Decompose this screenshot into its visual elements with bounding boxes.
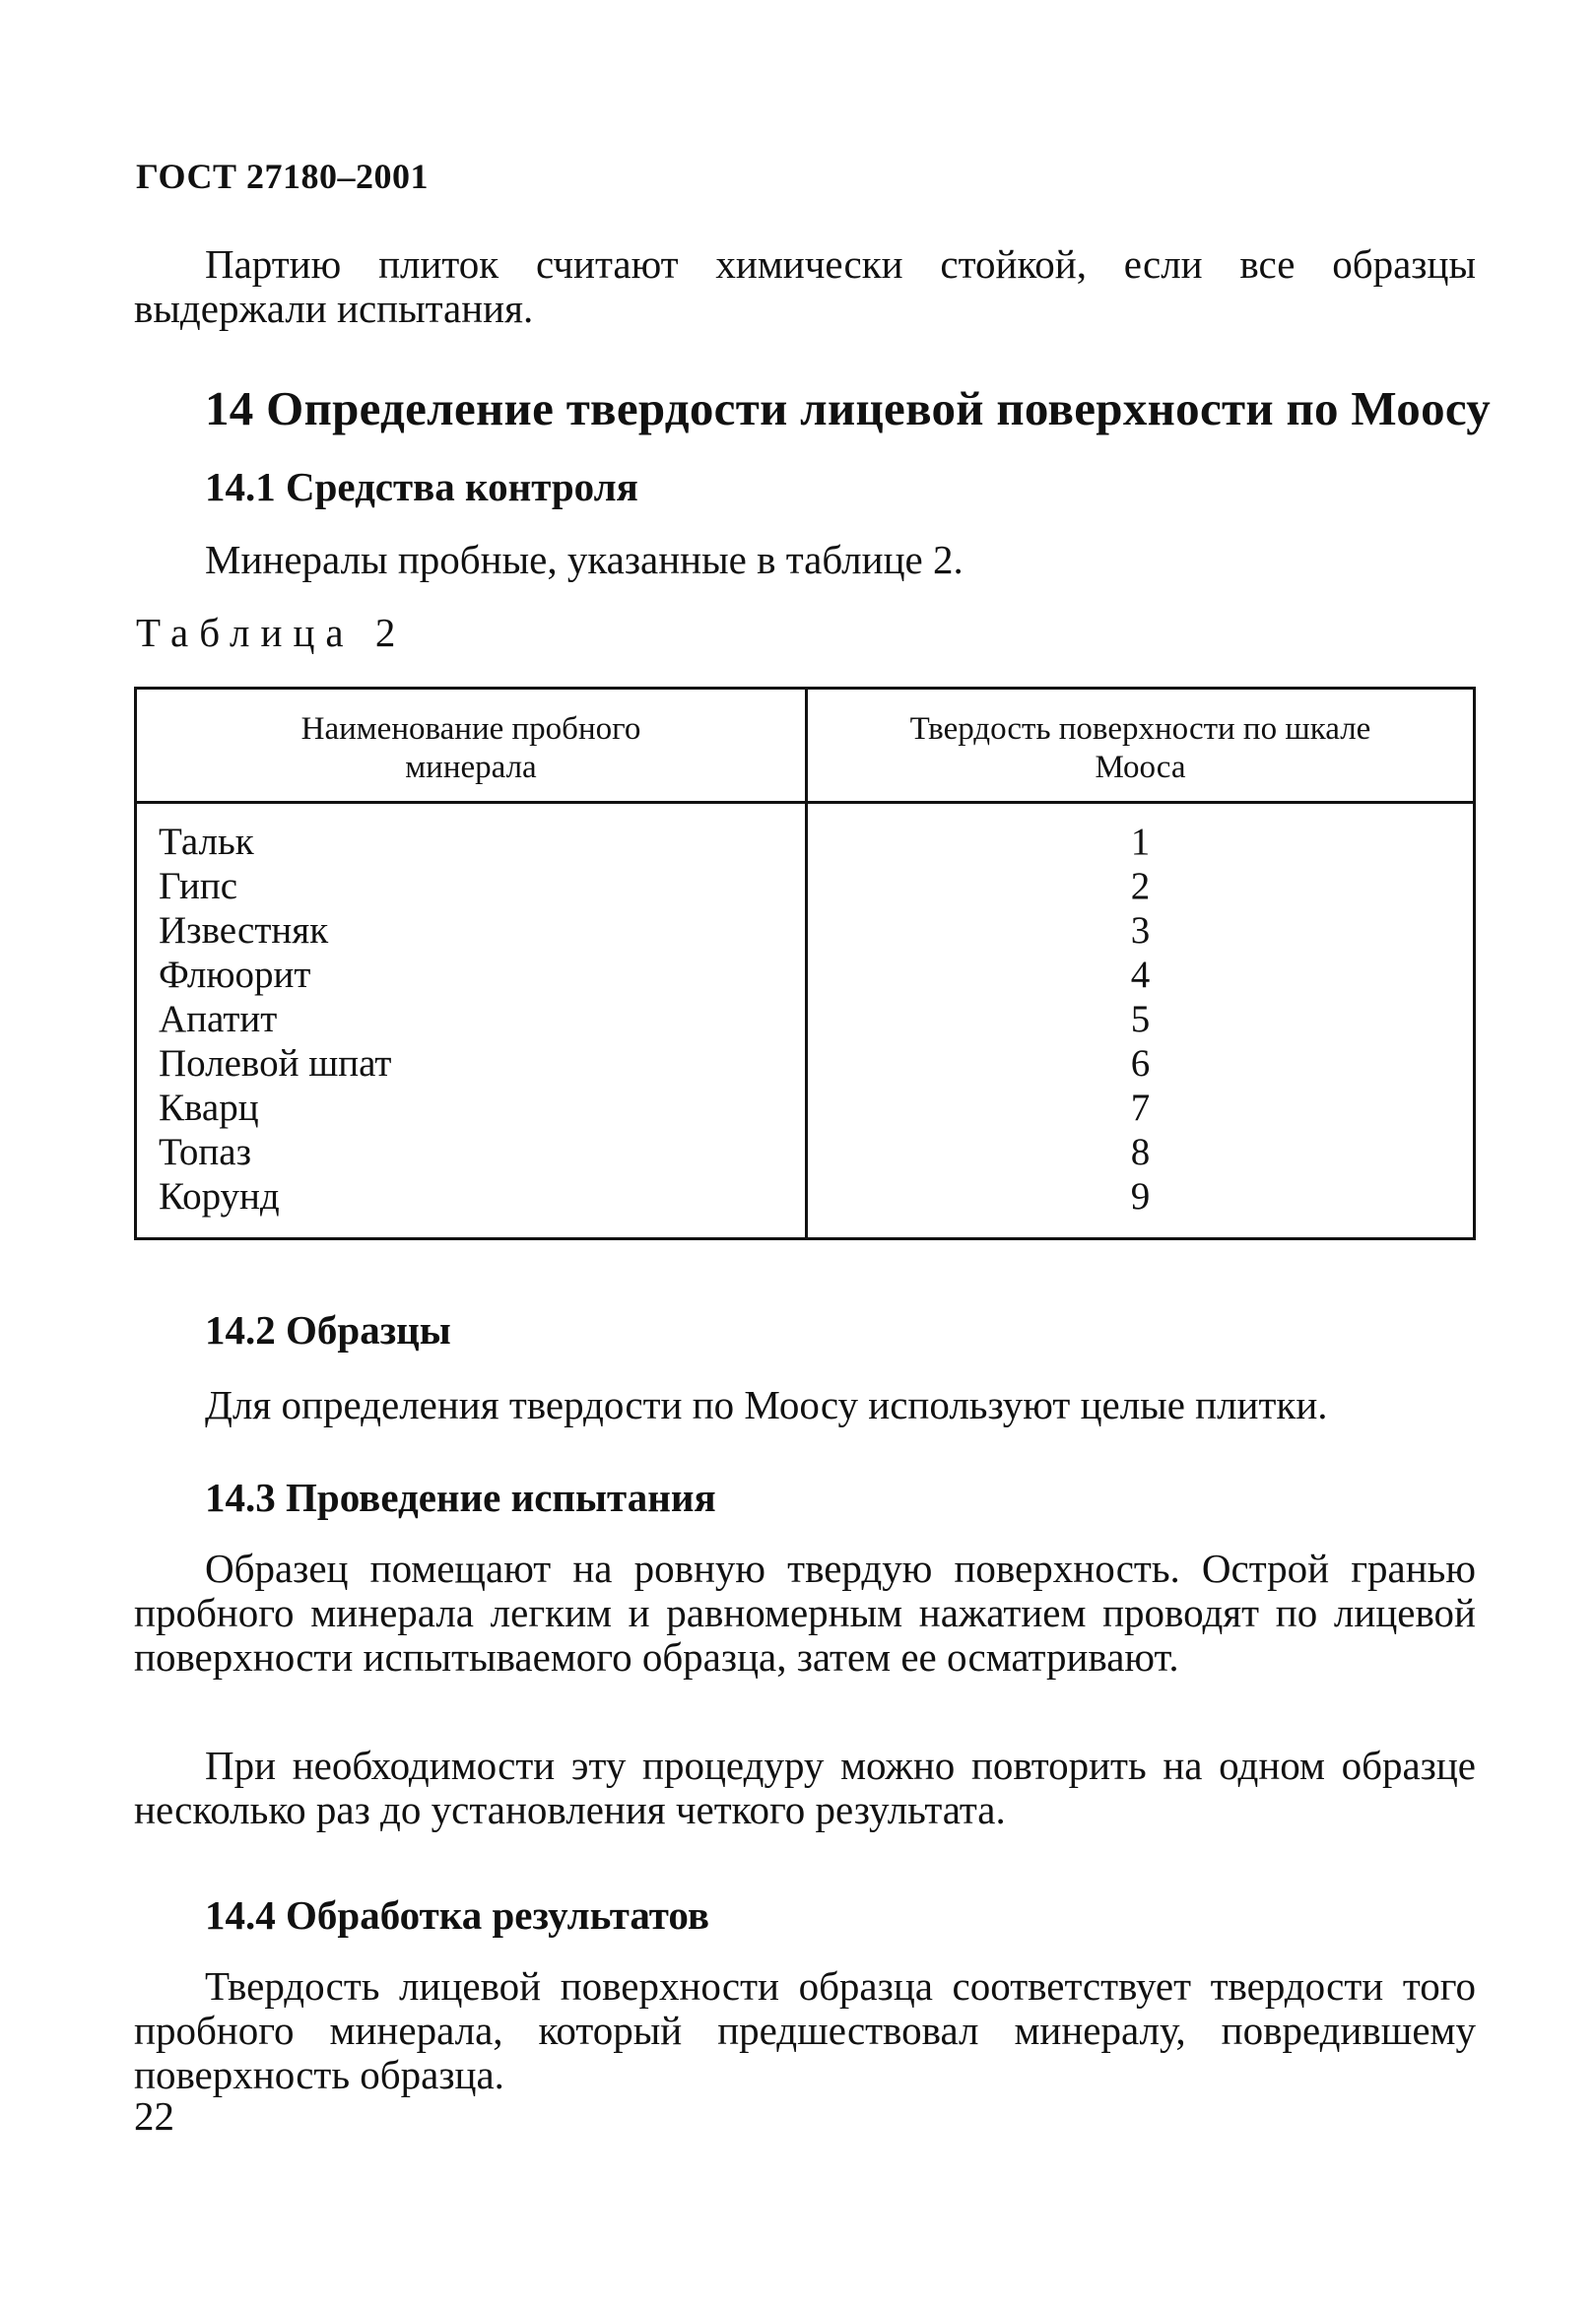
minerals-table bbox=[134, 687, 1476, 1240]
hardness-value: 6 bbox=[1130, 1042, 1151, 1085]
hardness-value: 3 bbox=[1130, 909, 1151, 952]
table-row bbox=[137, 1041, 1473, 1086]
section-14-2-title: 14.2 Образцы bbox=[205, 1307, 451, 1353]
table-row bbox=[137, 908, 1473, 953]
section-14-3-title: 14.3 Проведение испытания bbox=[205, 1475, 716, 1520]
page-number: 22 bbox=[134, 2093, 174, 2139]
hardness-value: 4 bbox=[1130, 954, 1151, 996]
table-row bbox=[137, 997, 1473, 1041]
mineral-name: Известняк bbox=[159, 909, 329, 952]
hardness-value: 9 bbox=[1130, 1175, 1151, 1218]
section-14-3-paragraph-2: При необходимости эту процедуру можно повторить на одном образце несколько раз до установления четкого результата. bbox=[134, 1743, 1476, 1832]
mineral-name: Кварц bbox=[159, 1087, 259, 1129]
hardness-value: 5 bbox=[1130, 998, 1151, 1040]
table-row bbox=[137, 1130, 1473, 1174]
table-row bbox=[137, 820, 1473, 864]
mineral-name: Тальк bbox=[159, 821, 254, 863]
section-14-3-paragraph-1: Образец помещают на ровную твердую поверхность. Острой гранью пробного минерала легким и равномерным нажатием проводят по лицевой поверхности испытываемого образца, затем ее осматривают. bbox=[134, 1546, 1476, 1680]
document-code: ГОСТ 27180–2001 bbox=[136, 157, 429, 196]
hardness-value: 8 bbox=[1130, 1131, 1151, 1173]
section-14-1-title: 14.1 Средства контроля bbox=[205, 464, 638, 509]
mineral-name: Апатит bbox=[159, 998, 278, 1040]
table-header-mineral: Наименование пробного минерала bbox=[300, 711, 641, 785]
table-row bbox=[137, 1086, 1473, 1130]
table-caption: Таблица 2 bbox=[136, 610, 407, 655]
table-row bbox=[137, 864, 1473, 908]
section-14-4-title: 14.4 Обработка результатов bbox=[205, 1892, 710, 1938]
table-header-divider bbox=[137, 801, 1473, 804]
section-14-1-text: Минералы пробные, указанные в таблице 2. bbox=[205, 537, 964, 582]
intro-paragraph: Партию плиток считают химически стойкой, если все образцы выдержали испытания. bbox=[134, 241, 1476, 331]
mineral-name: Полевой шпат bbox=[159, 1042, 392, 1085]
section-14-4-paragraph: Твердость лицевой поверхности образца соответствует твердости того пробного минерала, который предшествовал минералу, повредившему поверхность образца. bbox=[134, 1963, 1476, 2097]
table-body bbox=[137, 820, 1473, 1219]
table-row bbox=[137, 1174, 1473, 1219]
table-header-hardness: Твердость поверхности по шкале Мооса bbox=[909, 711, 1371, 785]
mineral-name: Корунд bbox=[159, 1175, 280, 1218]
mineral-name: Флюорит bbox=[159, 954, 311, 996]
hardness-value: 1 bbox=[1130, 821, 1151, 863]
mineral-name: Топаз bbox=[159, 1131, 251, 1173]
table-row bbox=[137, 953, 1473, 997]
hardness-value: 2 bbox=[1130, 865, 1151, 907]
hardness-value: 7 bbox=[1130, 1087, 1151, 1129]
mineral-name: Гипс bbox=[159, 865, 238, 907]
section-14-title: 14 Определение твердости лицевой поверхности по Моосу bbox=[205, 381, 1492, 435]
section-14-2-text: Для определения твердости по Моосу используют целые плитки. bbox=[205, 1382, 1328, 1427]
